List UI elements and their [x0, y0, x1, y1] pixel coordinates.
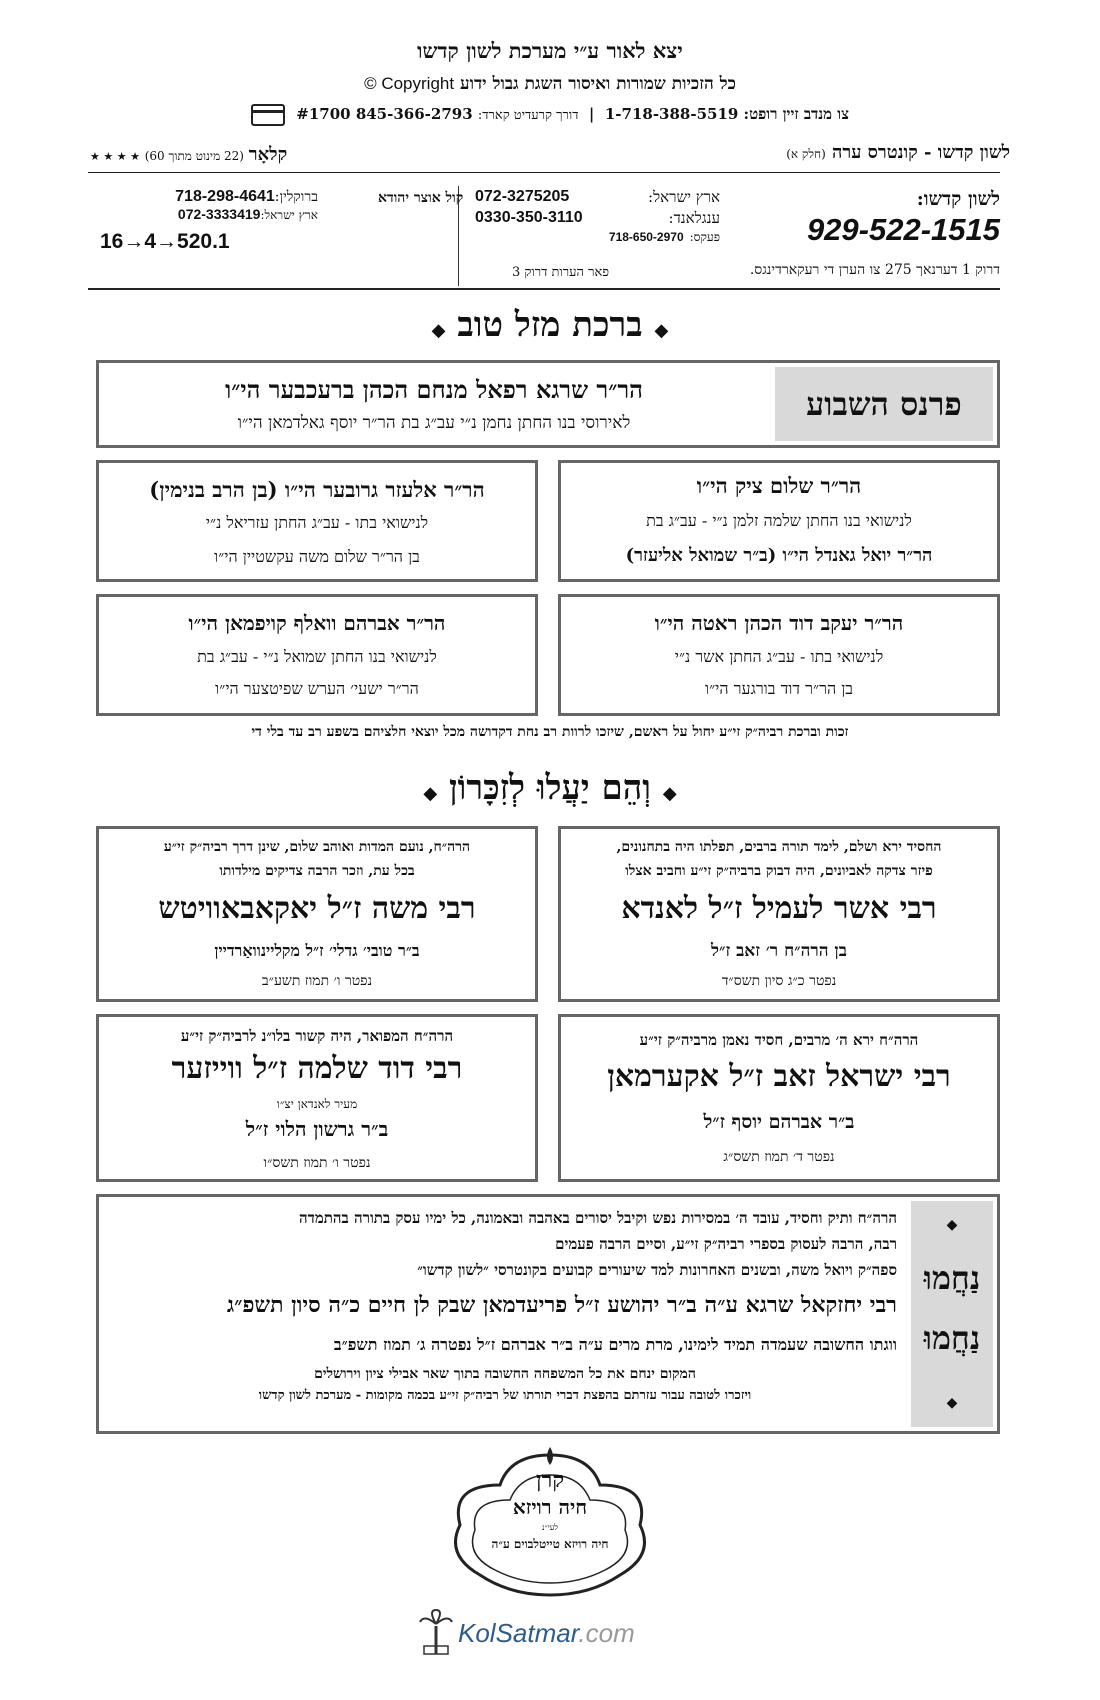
memorial-box-1-line2: פיזר צדקה לאביונים, היה דבוק ברביה״ק זי״ע וחביב אצלו	[625, 863, 933, 879]
donate-line: צו מנדב זיין רופט: 1-718-388-5519 | דורך קרעדיט קארד: 845-366-2793 #1700	[200, 104, 900, 126]
blessing-line: זכות וברכת רביה״ק זי״ע יחול על ראשם, שיזכו לרוות רב נחת דקדושה מכל יוצאי חלציהם בשפע רב עד בלי די	[251, 724, 849, 740]
memorial-box-1-date: נפטר כ״ג סיון תשס״ד	[721, 973, 837, 989]
nachamu-line-1: הרה״ח ותיק וחסיד, עובד ה׳ במסירות נפש וקיבל יסורים באהבה ובאמונה, כל ימיו עסק בתורה בהתמדה	[298, 1209, 897, 1227]
parnes-line1: הר״ר שרגא רפאל מנחם הכהן ברעכבער הי״ו	[225, 375, 643, 404]
brooklyn-phone: 718-298-4641	[175, 188, 275, 205]
nachamu-comfort: המקום ינחם את כל המשפחה החשובה בתוך שאר אבילי ציון וירושלים	[314, 1366, 696, 1382]
memorial-box-4-father: ב״ר גרשון הלוי ז״ל	[245, 1117, 389, 1141]
memorial-box-4-name: רבי דוד שלמה ז״ל ווייזער	[171, 1051, 463, 1086]
memorial-box-3-father: ב״ר אברהם יוסף ז״ל	[703, 1111, 855, 1133]
memorial-box-2-father: ב״ר טובי׳ גדלי׳ ז״ל מקליינוואַרדיין	[214, 941, 420, 960]
memorial-box-2-line2: בכל עת, וזכר הרבה צדיקים מילדותו	[219, 863, 415, 879]
nachamu-label-1: נַחֲמוּ	[923, 1259, 981, 1297]
mazal-box-1	[558, 460, 1000, 582]
israel2-phone: 072-3333419	[177, 206, 261, 222]
sequence: 16→4→520.1	[100, 230, 230, 253]
keren-logo-small: לעי״נ	[541, 1523, 558, 1532]
israel2-label: ארץ ישראל:	[260, 208, 318, 222]
memorial-box-4-date: נפטר ו׳ תמוז תשס״ו	[263, 1155, 371, 1171]
copyright-line	[300, 74, 800, 94]
mazal-box-2	[96, 460, 538, 582]
memorial-box-2	[96, 826, 538, 1002]
memorial-box-2-date: נפטר ו׳ תמוז תשע״ב	[261, 973, 373, 989]
mazal-box-1-line1: הר״ר שלום ציק הי״ו	[696, 473, 862, 498]
press-line: דרוק 1 דערנאך 275 צו הערן די רעקארדינגס.	[749, 262, 1000, 278]
phone-block	[475, 188, 720, 245]
mazal-box-3-line2: לנישואי בתו - עב״ג החתן אשר נ״י	[674, 647, 884, 666]
site-url-name: KolSatmar	[458, 1618, 579, 1648]
klar-rating	[90, 144, 287, 165]
star-icons: ★ ★ ★ ★	[90, 150, 140, 163]
credit-card-label: דורך קרעדיט קארד:	[477, 108, 579, 123]
israel-phone: 072-3275205	[475, 188, 570, 205]
credit-card-number: 845-366-2793 #1700	[296, 105, 473, 123]
klar-label: קלאָר	[248, 144, 288, 165]
kol-otzar: קול אוצר יהודא	[378, 190, 464, 206]
keren-logo	[440, 1445, 660, 1605]
mazal-heading: ◆ ברכת מזל טוב ◆	[431, 305, 669, 345]
mazal-box-3-line1: הר״ר יעקב דוד הכהן ראטה הי״ו	[654, 611, 904, 635]
donate-phone: צו מנדב זיין רופט: 1-718-388-5519	[604, 105, 849, 123]
mazal-heading-text: ברכת מזל טוב	[457, 305, 643, 345]
nachamu-label-cell: ◆ נַחֲמוּ נַחֲמוּ ◆	[911, 1201, 993, 1427]
parnes-label-cell	[775, 367, 993, 441]
memorial-box-3-line1: הרה״ח ירא ה׳ מרבים, חסיד נאמן מרביה״ק זי״ע	[639, 1031, 919, 1049]
memorial-box-3	[558, 1014, 1000, 1182]
england-phone: 0330-350-3110	[475, 209, 583, 226]
memorial-box-3-name: רבי ישראל זאב ז״ל אקערמאן	[607, 1059, 951, 1094]
memorial-heading-text: וְהֵם יַעֲלוּ לְזִכָּרוֹן	[449, 768, 651, 808]
lashon-label: לשון קדשו:	[916, 188, 1000, 210]
memorial-box-1	[558, 826, 1000, 1002]
mazal-box-1-line3: הר״ר יואל גאנדל הי״ו (ב״ר שמואל אליעזר)	[625, 545, 933, 566]
memorial-box-4-line1: הרה״ח המפואר, היה קשור בלו״נ לרביה״ק זי״ע	[180, 1027, 454, 1045]
memorial-box-2-name: רבי משה ז״ל יאקאבאוויטש	[158, 891, 476, 926]
mazal-box-4-line2: לנישואי בנו החתן שמואל נ״י - עב״ג בת	[197, 647, 437, 666]
memorial-box-4-city: מעיר לאנדאן יצ״ו	[276, 1097, 358, 1111]
memorial-heading: ◆ וְהֵם יַעֲלוּ לְזִכָּרוֹן ◆	[423, 768, 677, 808]
kol-otzar-phones	[108, 188, 378, 223]
keren-logo-name: חיה רויזא	[512, 1495, 588, 1519]
lashon-phone: 929-522-1515	[806, 212, 1000, 247]
mazal-box-2-line2: לנישואי בתו - עב״ג החתן עזריאל נ״י	[205, 513, 429, 532]
mazal-box-1-line2: לנישואי בנו החתן שלמה זלמן נ״י - עב״ג בת	[646, 511, 912, 530]
keren-logo-sub: חיה רויזא טייטלבוים ע״ה	[491, 1537, 609, 1551]
mazal-box-2-line3: בן הר״ר שלום משה עקשטיין הי״ו	[214, 547, 420, 566]
memorial-box-1-name: רבי אשר לעמיל ז״ל לאנדא	[621, 891, 937, 926]
credit-card-icon	[251, 104, 285, 126]
site-url-tld: .com	[578, 1618, 635, 1648]
memorial-box-2-line1: הרה״ח, נועם המדות ואוהב שלום, שינן דרך רביה״ק זי״ע	[163, 839, 471, 855]
mazal-box-3-line3: בן הר״ר דוד בורגער הי״ו	[704, 679, 854, 698]
title-left	[786, 142, 1010, 163]
publisher: יצא לאור ע״י מערכת לשון קדשו	[417, 38, 683, 63]
site-url[interactable]	[458, 1618, 635, 1649]
memorial-box-1-line1: החסיד ירא ושלם, לימד תורה ברבים, תפלתו היה בתחנונים,	[616, 839, 942, 855]
memorial-box-4	[96, 1014, 538, 1182]
brooklyn-label: ברוקלין:	[274, 189, 318, 205]
fax-phone: 718-650-2970	[608, 230, 684, 244]
copyright-english: Copyright ©	[364, 74, 455, 93]
klar-minutes: (22 מינוט מתוך 60)	[144, 149, 244, 163]
notes-line: פאר הערות דרוק 3	[512, 265, 610, 280]
mazal-box-4-line1: הר״ר אברהם וואלף קויפמאן הי״ו	[188, 611, 446, 635]
nachamu-thanks: ויזכרו לטובה עבור עזרתם בהפצת דברי תורתו של רביה״ק זי״ע בכמה מקומות - מערכת לשון קדשו	[258, 1388, 752, 1403]
mazal-box-2-line1: הר״ר אלעזר גרובער הי״ו (בן הרב בנימין)	[149, 477, 485, 502]
nachamu-label-2: נַחֲמוּ	[923, 1319, 981, 1357]
parnes-box	[96, 360, 1000, 448]
england-label: ענגלאנד:	[668, 209, 720, 227]
copyright-hebrew: כל הזכיות שמורות ואיסור השגת גבול ידוע	[460, 74, 736, 94]
parnes-line2: לאירוסי בנו החתן נחמן נ״י עב״ג בת הר״ר יוסף גאלדמאן הי״ו	[237, 413, 631, 433]
nachamu-box	[96, 1194, 1000, 1434]
mazal-box-4-line3: הר״ר ישעי׳ הערש שפיטצער הי״ו	[215, 679, 419, 698]
memorial-box-1-father: בן הרה״ח ר׳ זאב ז״ל	[711, 941, 847, 961]
israel-label: ארץ ישראל:	[648, 188, 720, 206]
keren-logo-keren: קרן	[535, 1467, 565, 1493]
palm-tree-icon	[418, 1608, 454, 1656]
parnes-label: פרנס השבוע	[806, 385, 962, 423]
nachamu-text	[113, 1205, 897, 1407]
mazal-box-3	[558, 594, 1000, 716]
title-part: (חלק א)	[786, 147, 826, 161]
nachamu-wife: ווגתו החשובה שעמדה תמיד לימינו, מרת מרים ע״ה ב״ר אברהם ז״ל נפטרה ג׳ תמוז תשפ״ב	[333, 1335, 897, 1354]
memorial-box-3-date: נפטר ד׳ תמוז תשס״ג	[723, 1149, 835, 1165]
title-main: לשון קדשו - קונטרס ערה	[832, 142, 1010, 163]
fax-label: פעקס:	[689, 230, 720, 244]
nachamu-line-2: רבה, הרבה לעסוק בספרי רביה״ק זי״ע, וסיים הרבה פעמים	[555, 1235, 897, 1253]
mazal-box-4	[96, 594, 538, 716]
nachamu-deceased: רבי יחזקאל שרגא ע״ה ב״ר יהושע ז״ל פריעדמאן שבק לן חיים כ״ה סיון תשפ״ג	[226, 1292, 897, 1318]
nachamu-line-3: ספה״ק ויואל משה, ובשנים האחרונות למד שיעורים קבועים בקונטרסי ״לשון קדשו״	[417, 1261, 897, 1279]
